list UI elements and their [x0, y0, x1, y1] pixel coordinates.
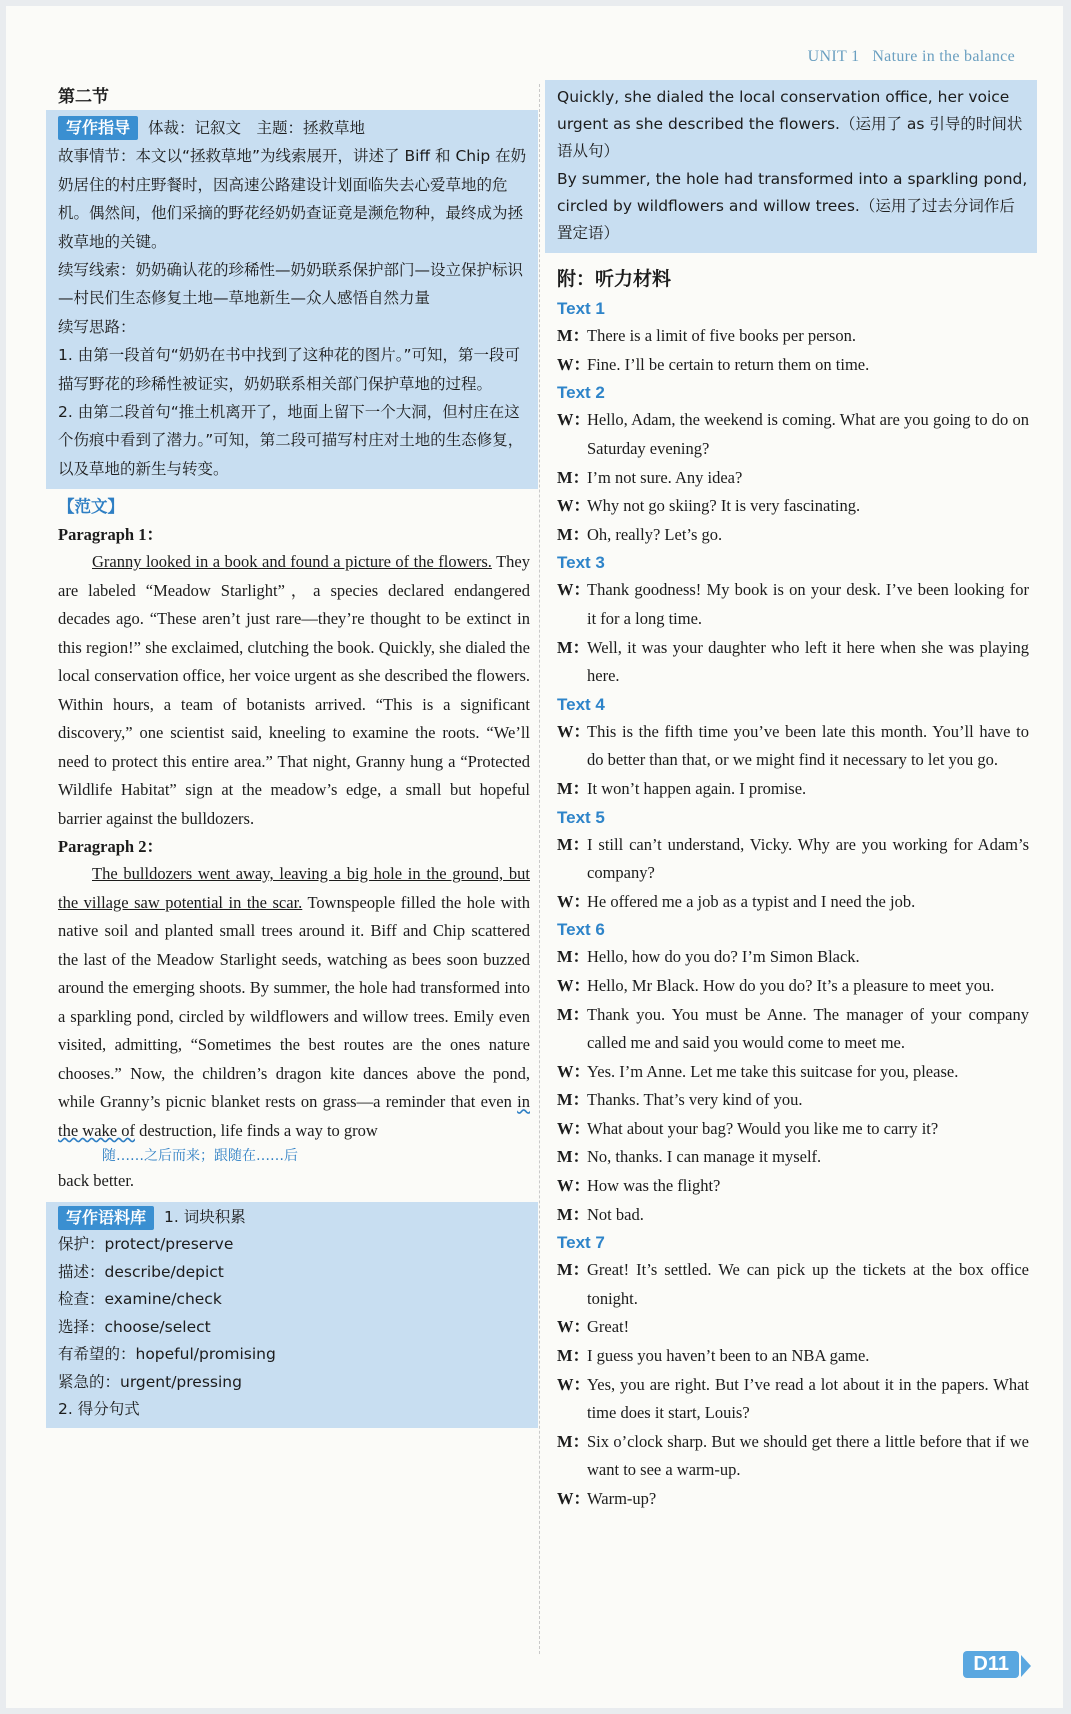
speaker-label: W：	[557, 1176, 590, 1196]
dialogue-line	[557, 943, 1029, 972]
utterance: I guess you haven’t been to an NBA game.	[587, 1346, 870, 1366]
speaker-label: W：	[557, 975, 590, 995]
speaker-label: W：	[557, 1489, 590, 1508]
transcript-heading: Text 2	[557, 383, 605, 403]
paragraph-2-label: Paragraph 2：	[58, 837, 163, 857]
dialogue-line	[557, 1313, 1029, 1342]
key-sentence-1: Quickly, she dialed the local conservation office, her voice urgent as she described the flowers.（运用了 as 引导的时间状语从句）	[557, 88, 1023, 161]
dialogue-line	[557, 1058, 1029, 1087]
speaker-label: W：	[557, 891, 590, 911]
guide-clues: 续写线索：奶奶确认花的珍稀性—奶奶联系保护部门—设立保护标识—村民们生态修复土地—草地新生—众人感悟自然力量	[58, 261, 524, 308]
paragraph-2-body: Townspeople filled the hole with native soil and planted small trees around it. Biff and Chip scattered the last of the Meadow Starlight seeds, watching as bees soon buzzed around the emerging shoots. By summer, the hole had transformed into a sparkling pond, circled by wildflowers and willow trees. Emily even visited, admitting, “Sometimes the best routes are the ones nature chooses.” Now, the children’s dragon kite dances above the pond, while Granny’s picnic blanket rests on grass—a reminder that even	[58, 892, 530, 1112]
key-sentence-2: By summer, the hole had transformed into a sparkling pond, circled by wildflowers and willow trees.（运用了过去分词作后置定语）	[557, 169, 1028, 243]
utterance: Well, it was your daughter who left it here when she was playing here.	[587, 637, 1029, 686]
utterance: Thanks. That’s very kind of you.	[587, 1090, 803, 1110]
speaker-label: W：	[557, 496, 590, 516]
transcript-heading: Text 6	[557, 920, 605, 940]
transcript-heading: Text 4	[557, 694, 605, 714]
speaker-label: M：	[557, 834, 590, 854]
unit-subtitle: Nature in the balance	[872, 48, 1015, 65]
speaker-label: M：	[557, 778, 590, 798]
utterance: Hello, Adam, the weekend is coming. What are you going to do on Saturday evening?	[587, 410, 1029, 458]
dialogue-line	[557, 634, 1029, 691]
transcript-heading: Text 7	[557, 1233, 605, 1253]
speaker-label: M：	[557, 524, 590, 544]
dialogue-line	[557, 1001, 1029, 1058]
listening-transcripts	[557, 295, 1029, 1513]
writing-corpus-box	[46, 1202, 538, 1428]
corpus-item: 检查：examine/check	[58, 1290, 222, 1309]
left-column	[58, 84, 530, 1428]
section-title: 第二节	[58, 87, 109, 107]
speaker-label: M：	[557, 1204, 590, 1224]
paragraph-1-body: They are labeled “Meadow Starlight”，a species declared endangered decades ago. “These aren’t just rare—they’re thought to be extinct in this region!” she exclaimed, clutching the book. Quickly, she dialed the local conservation office, her voice urgent as she described the flowers. Within hours, a team of botanists arrived. “This is a significant discovery,” one scientist said, kneeling to examine the roots. “We’ll need to protect this entire area.” That night, Granny hung a “Protected Wildlife Habitat” sign at the meadow’s edge, a small but hopeful barrier against the bulldozers.	[58, 552, 531, 828]
dialogue-line	[557, 1172, 1029, 1201]
dialogue-line	[557, 718, 1029, 775]
dialogue-line	[557, 464, 1029, 493]
utterance: There is a limit of five books per person.	[587, 326, 856, 346]
unit-label: UNIT 1	[807, 48, 860, 65]
utterance: Thank goodness! My book is on your desk. I’ve been looking for it for a long time.	[587, 580, 1029, 628]
utterance: Yes. I’m Anne. Let me take this suitcase for you, please.	[587, 1061, 959, 1081]
dialogue-line	[557, 1115, 1029, 1144]
dialogue-line	[557, 1342, 1029, 1371]
dialogue-line	[557, 888, 1029, 917]
speaker-label: M：	[557, 1260, 590, 1280]
utterance: How was the flight?	[587, 1176, 721, 1196]
dialogue-line	[557, 831, 1029, 888]
utterance: Oh, really? Let’s go.	[587, 524, 723, 544]
dialogue-line	[557, 1086, 1029, 1115]
model-essay-heading: 【范文】	[58, 497, 124, 517]
utterance: Hello, how do you do? I’m Simon Black.	[587, 947, 860, 967]
transcript-heading: Text 1	[557, 299, 605, 319]
speaker-label: M：	[557, 947, 590, 967]
utterance: What about your bag? Would you like me to carry it?	[587, 1118, 939, 1138]
speaker-label: W：	[557, 1374, 590, 1394]
paragraph-1-label: Paragraph 1：	[58, 525, 163, 545]
utterance: He offered me a job as a typist and I need the job.	[587, 891, 916, 911]
utterance: Yes, you are right. But I’ve read a lot about it in the papers. What time does it start, Louis?	[587, 1374, 1029, 1423]
speaker-label: M：	[557, 467, 590, 487]
utterance: Warm-up?	[587, 1489, 657, 1508]
speaker-label: M：	[557, 1346, 590, 1366]
utterance: I’m not sure. Any idea?	[587, 467, 743, 487]
dialogue-line	[557, 351, 1029, 380]
utterance: This is the fifth time you’ve been late this month. You’ll have to do better than that, or we might find it necessary to let you go.	[587, 721, 1029, 770]
corpus-subtitle-2: 2. 得分句式	[58, 1400, 140, 1419]
guide-idea-1: 1. 由第一段首句“奶奶在书中找到了这种花的图片。”可知，第一段可描写野花的珍稀性被证实，奶奶联系相关部门保护草地的过程。	[58, 346, 521, 393]
speaker-label: W：	[557, 354, 590, 374]
utterance: Great!	[587, 1317, 630, 1337]
writing-guide-meta: 体裁：记叙文 主题：拯救草地	[148, 119, 366, 137]
utterance: Thank you. You must be Anne. The manager of your company called me and said you would come to meet me.	[587, 1004, 1029, 1053]
dialogue-line	[557, 1143, 1029, 1172]
corpus-item: 描述：describe/depict	[58, 1262, 224, 1281]
utterance: Hello, Mr Black. How do you do? It’s a pleasure to meet you.	[587, 975, 995, 995]
writing-guide-box	[46, 110, 538, 489]
utterance: Six o’clock sharp. But we should get there a little before that if we want to see a warm-up.	[587, 1431, 1029, 1480]
dialogue-line	[557, 576, 1029, 633]
writing-guide-tag: 写作指导	[58, 116, 138, 140]
dialogue-line	[557, 1428, 1029, 1485]
paragraph-2-tail: destruction, life finds a way to grow	[134, 1120, 378, 1140]
page	[6, 6, 1063, 1708]
paragraph-2-end: back better.	[58, 1171, 135, 1191]
speaker-label: W：	[557, 1317, 590, 1337]
corpus-item: 选择：choose/select	[58, 1317, 211, 1336]
utterance: Why not go skiing? It is very fascinating.	[587, 496, 861, 516]
speaker-label: M：	[557, 1147, 590, 1167]
speaker-label: M：	[557, 1090, 590, 1110]
dialogue-line	[557, 521, 1029, 550]
transcript-heading: Text 5	[557, 807, 605, 827]
key-sentences-box	[545, 80, 1037, 253]
dialogue-line	[557, 322, 1029, 351]
running-header	[808, 48, 1015, 66]
utterance: Fine. I’ll be certain to return them on time.	[587, 354, 870, 374]
guide-idea-2: 2. 由第二段首句“推土机离开了，地面上留下一个大洞，但村庄在这个伤痕中看到了潜力。”可知，第二段可描写村庄对土地的生态修复，以及草地的新生与转变。	[58, 403, 524, 478]
speaker-label: M：	[557, 1431, 590, 1451]
page-number: D11	[963, 1651, 1019, 1678]
paragraph-2-lead: The bulldozers went away, leaving a big hole in the ground, but the village saw potential in the scar.	[58, 864, 530, 912]
phrase-in-the-wake-of: in the wake of	[58, 1092, 530, 1140]
speaker-label: M：	[557, 1004, 590, 1024]
utterance: Not bad.	[587, 1204, 644, 1224]
dialogue-line	[557, 1201, 1029, 1230]
utterance: I still can’t understand, Vicky. Why are you working for Adam’s company?	[587, 834, 1029, 883]
utterance: It won’t happen again. I promise.	[587, 778, 807, 798]
corpus-item: 有希望的：hopeful/promising	[58, 1345, 276, 1364]
transcript-heading: Text 3	[557, 553, 605, 573]
phrase-note-row	[58, 1145, 530, 1167]
dialogue-line	[557, 1485, 1029, 1514]
dialogue-line	[557, 972, 1029, 1001]
dialogue-line	[557, 775, 1029, 804]
paragraph-2	[58, 860, 530, 1145]
appendix-title: 附：听力材料	[557, 268, 672, 291]
corpus-subtitle-1: 1. 词块积累	[164, 1207, 246, 1226]
paragraph-1-lead: Granny looked in a book and found a picture of the flowers.	[92, 552, 492, 572]
guide-ideas-title: 续写思路：	[58, 317, 136, 336]
dialogue-line	[557, 1371, 1029, 1428]
corpus-item: 保护：protect/preserve	[58, 1235, 234, 1254]
writing-corpus-tag: 写作语料库	[58, 1206, 154, 1230]
speaker-label: M：	[557, 326, 590, 346]
dialogue-line	[557, 492, 1029, 521]
dialogue-line	[557, 406, 1029, 463]
right-column	[557, 84, 1029, 1514]
speaker-label: W：	[557, 1118, 590, 1138]
speaker-label: W：	[557, 721, 590, 741]
speaker-label: W：	[557, 410, 590, 430]
dialogue-line	[557, 1256, 1029, 1313]
column-divider	[539, 84, 540, 1654]
corpus-item: 紧急的：urgent/pressing	[58, 1372, 242, 1391]
speaker-label: W：	[557, 580, 590, 600]
phrase-note: 随……之后而来；跟随在……后	[102, 1148, 298, 1165]
speaker-label: M：	[557, 637, 590, 657]
guide-plot: 故事情节：本文以“拯救草地”为线索展开，讲述了 Biff 和 Chip 在奶奶居住的村庄野餐时，因高速公路建设计划面临失去心爱草地的危机。偶然间，他们采摘的野花经奶奶查证竟是濒危物种，最终成为拯救草地的关键。	[58, 147, 527, 251]
utterance: No, thanks. I can manage it myself.	[587, 1147, 822, 1167]
speaker-label: W：	[557, 1061, 590, 1081]
paragraph-1	[58, 548, 530, 833]
utterance: Great! It’s settled. We can pick up the tickets at the box office tonight.	[587, 1260, 1029, 1308]
